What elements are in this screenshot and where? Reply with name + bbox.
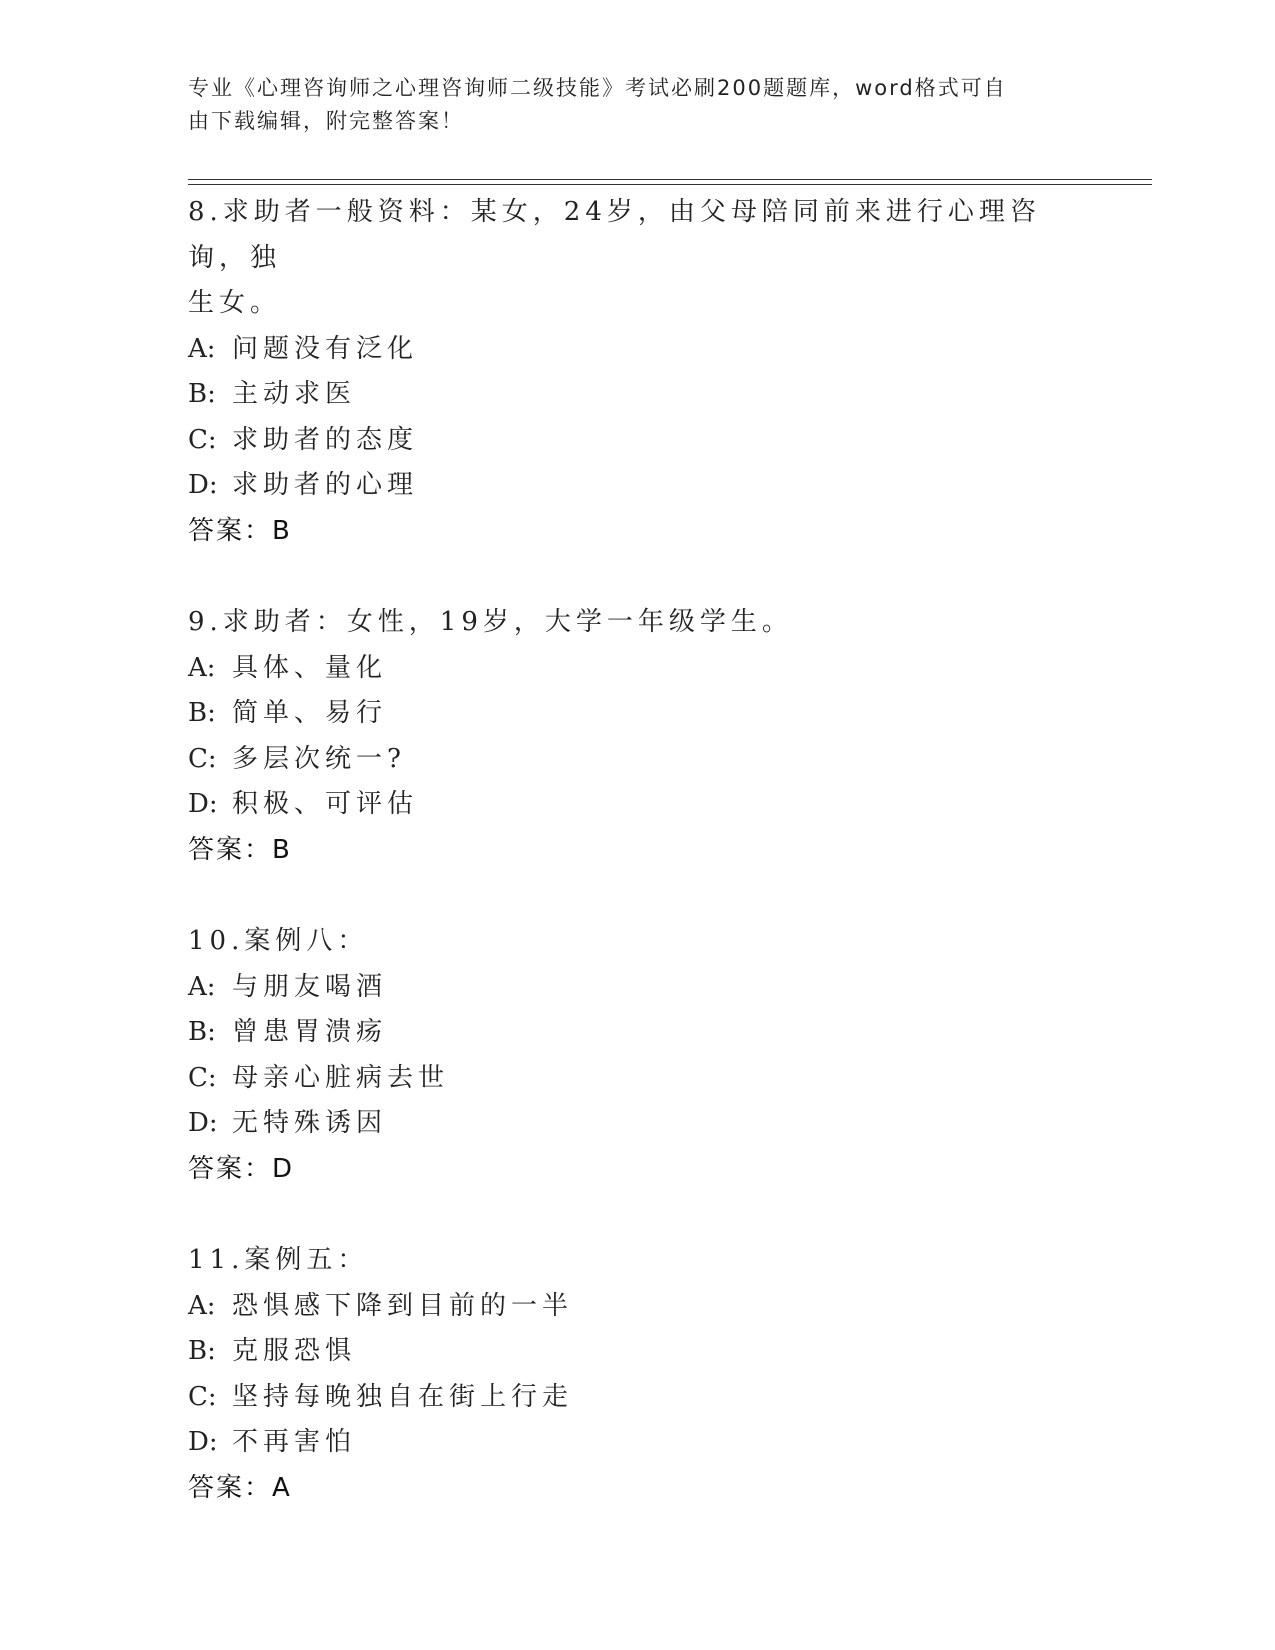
option-text: 不再害怕 xyxy=(232,1427,357,1457)
option-letter: B: xyxy=(188,379,216,409)
option-letter: D: xyxy=(188,789,218,819)
header-line-1: 专业《心理咨询师之心理咨询师二级技能》考试必刷200题题库，word格式可自 xyxy=(188,76,1007,100)
document-header xyxy=(188,72,1068,138)
question-11 xyxy=(188,1238,1088,1511)
answer-line: 答案：A xyxy=(188,1472,292,1503)
option-letter: A: xyxy=(188,652,216,683)
option-text: 坚持每晚独自在街上行走 xyxy=(232,1381,574,1412)
option-letter: A: xyxy=(188,333,216,364)
question-8 xyxy=(188,190,1088,554)
question-stem-continued: 生女。 xyxy=(188,288,282,318)
question-stem: 11.案例五： xyxy=(188,1245,369,1275)
answer-line: 答案：D xyxy=(188,1153,295,1184)
option-text: 与朋友喝酒 xyxy=(232,971,388,1002)
question-list xyxy=(188,190,1088,1557)
option-text: 求助者的心理 xyxy=(232,470,419,500)
option-d xyxy=(188,1420,1088,1466)
question-stem: 8.求助者一般资料：某女，24岁，由父母陪同前来进行心理咨询，独 xyxy=(188,197,1041,273)
option-a xyxy=(188,646,1088,692)
option-c xyxy=(188,1375,1088,1421)
option-text: 积极、可评估 xyxy=(232,789,419,819)
option-letter: A: xyxy=(188,1290,216,1321)
option-text: 具体、量化 xyxy=(232,652,388,683)
option-letter: C: xyxy=(188,743,217,774)
option-d xyxy=(188,1101,1088,1147)
answer-line: 答案：B xyxy=(188,515,292,546)
option-text: 克服恐惧 xyxy=(232,1336,357,1366)
question-stem: 9.求助者：女性，19岁，大学一年级学生。 xyxy=(188,607,793,637)
option-text: 主动求医 xyxy=(232,379,357,409)
option-text: 多层次统一? xyxy=(232,743,406,774)
header-line-2: 由下载编辑，附完整答案！ xyxy=(188,109,464,133)
option-b xyxy=(188,691,1088,737)
option-letter: C: xyxy=(188,1062,217,1093)
option-letter: A: xyxy=(188,971,216,1002)
option-a xyxy=(188,1284,1088,1330)
answer-line: 答案：B xyxy=(188,834,292,865)
option-text: 问题没有泛化 xyxy=(232,333,419,364)
question-10 xyxy=(188,919,1088,1192)
option-c xyxy=(188,418,1088,464)
option-text: 曾患胃溃疡 xyxy=(232,1017,388,1047)
option-letter: D: xyxy=(188,1427,218,1457)
header-divider-bottom xyxy=(188,184,1152,185)
option-letter: C: xyxy=(188,424,217,455)
option-d xyxy=(188,463,1088,509)
option-text: 恐惧感下降到目前的一半 xyxy=(232,1290,574,1321)
option-d xyxy=(188,782,1088,828)
option-b xyxy=(188,1010,1088,1056)
header-divider-top xyxy=(188,179,1152,180)
option-b xyxy=(188,372,1088,418)
option-b xyxy=(188,1329,1088,1375)
option-letter: C: xyxy=(188,1381,217,1412)
option-letter: B: xyxy=(188,698,216,728)
option-letter: B: xyxy=(188,1017,216,1047)
option-c xyxy=(188,737,1088,783)
option-text: 求助者的态度 xyxy=(232,424,419,455)
option-letter: D: xyxy=(188,470,218,500)
option-letter: D: xyxy=(188,1108,218,1138)
option-text: 简单、易行 xyxy=(232,698,388,728)
option-a xyxy=(188,965,1088,1011)
option-a xyxy=(188,327,1088,373)
option-letter: B: xyxy=(188,1336,216,1366)
option-c xyxy=(188,1056,1088,1102)
option-text: 无特殊诱因 xyxy=(232,1108,388,1138)
option-text: 母亲心脏病去世 xyxy=(232,1062,450,1093)
question-stem: 10.案例八： xyxy=(188,926,369,956)
question-9 xyxy=(188,600,1088,873)
